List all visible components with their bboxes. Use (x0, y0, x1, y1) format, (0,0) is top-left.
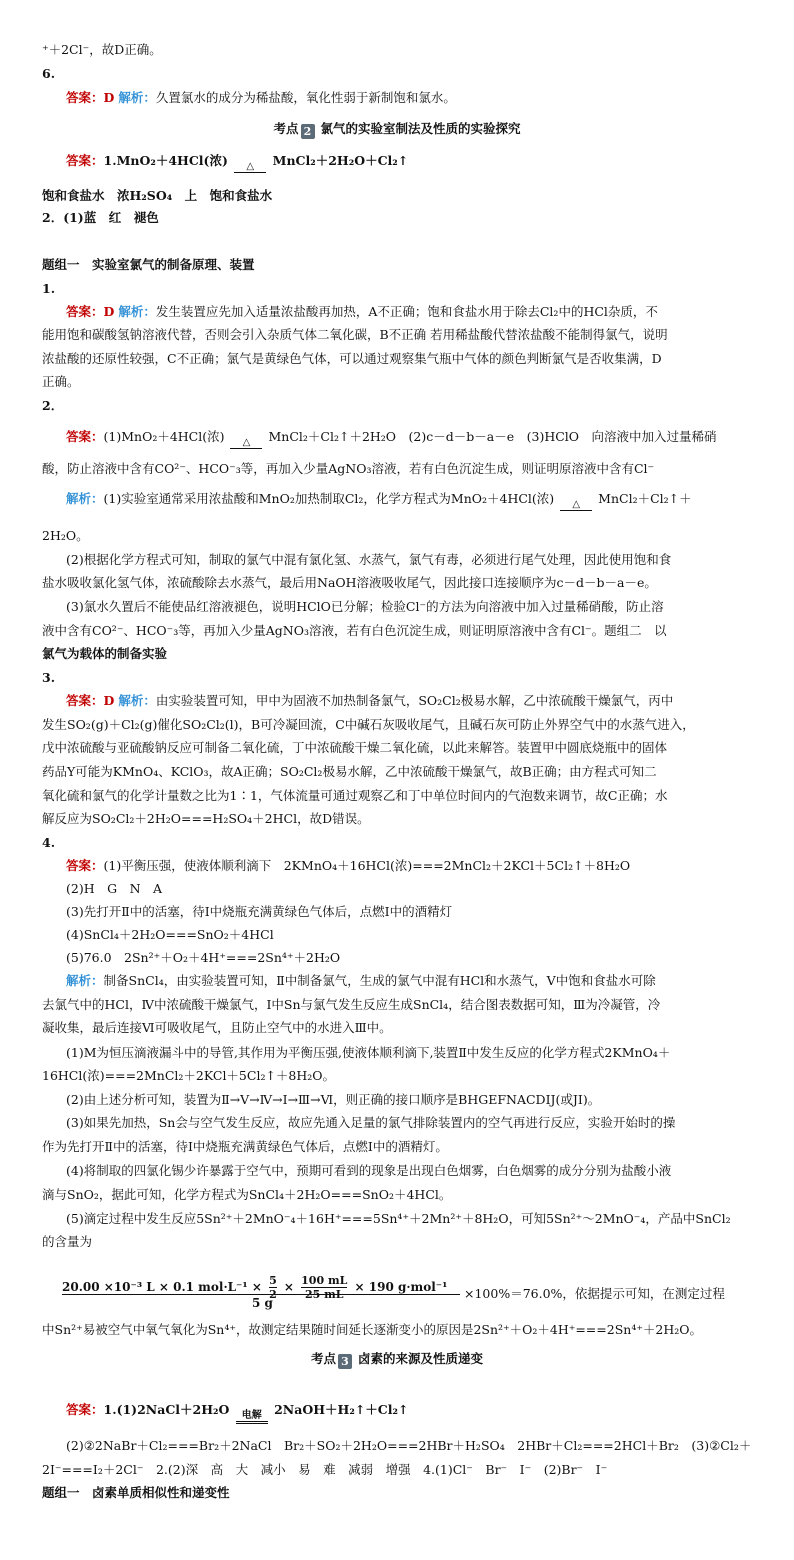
text-line: 解反应为SO₂Cl₂＋2H₂O===H₂SO₄＋2HCl，故D错误。 (42, 811, 370, 826)
question-number: 4. (42, 835, 56, 850)
text-line: 作为先打开Ⅱ中的活塞，待Ⅰ中烧瓶充满黄绿色气体后，点燃Ⅰ中的酒精灯。 (42, 1139, 448, 1154)
text-line: (4)SnCl₄＋2H₂O===SnO₂＋4HCl (66, 927, 274, 942)
fraction-bar (62, 1294, 460, 1295)
text-line: 2H₂O。 (42, 528, 89, 543)
electrolysis-condition: 电解 (241, 1410, 262, 1421)
text-line: 发生SO₂(g)＋Cl₂(g)催化SO₂Cl₂(l)，B可冷凝回流，C中碱石灰吸收尾气，且碱石灰可防止外界空气中的水蒸气进入， (42, 717, 695, 732)
numerator-part: × 190 g·mol⁻¹ (354, 1280, 448, 1294)
equation-right: MnCl₂＋2H₂O＋Cl₂↑ (272, 153, 409, 168)
group-heading: 题组一 卤素单质相似性和递变性 (42, 1485, 230, 1500)
inline-fraction-num: 100 mL (301, 1274, 348, 1287)
text-line: (3)氯水久置后不能使品红溶液褪色，说明HClO已分解；检验Cl⁻的方法为向溶液中加入过量稀硝酸，防止溶 (66, 599, 664, 614)
text-line: 盐水吸收氯化氢气体，浓硫酸除去水蒸气，最后用NaOH溶液吸收尾气，因此接口连接顺序为c－d－b－a－e。 (42, 575, 657, 590)
inline-fraction-num: 5 (269, 1274, 277, 1287)
inline-fraction (301, 1274, 347, 1301)
answer-label: 答案：D (66, 693, 115, 708)
text-line: (2)②2NaBr＋Cl₂===Br₂＋2NaCl Br₂＋SO₂＋2H₂O===2HBr＋H₂SO₄ 2HBr＋Cl₂===2HCl＋Br₂ (3)②Cl₂＋ (66, 1438, 752, 1453)
fraction-denominator: 5 g (252, 1296, 273, 1310)
reaction-arrow (560, 500, 592, 512)
inline-fraction-den: 2 (269, 1288, 277, 1301)
fraction-result: ×100%＝76.0%，依据提示可知，在测定过程 (464, 1286, 725, 1301)
text-line: (1)M为恒压滴液漏斗中的导管,其作用为平衡压强,使液体顺利滴下,装置Ⅱ中发生反应的化学方程式2KMnO₄＋ (66, 1045, 671, 1060)
section-title: 卤素的来源及性质递变 (358, 1351, 484, 1366)
text-line: 去氯气中的HCl，Ⅳ中浓硫酸干燥氯气，Ⅰ中Sn与氯气发生反应生成SnCl₄，结合图表数据可知，Ⅲ为冷凝管，冷 (42, 997, 661, 1012)
analysis-label: 解析： (66, 491, 104, 506)
group-heading: 氯气为载体的制备实验 (42, 646, 168, 661)
text-line: 浓盐酸的还原性较强，C不正确；氯气是黄绿色气体，可以通过观察集气瓶中气体的颜色判断氯气是否收集满，D (42, 351, 662, 366)
text-line: (4)将制取的四氯化锡少许暴露于空气中，预期可看到的现象是出现白色烟雾，白色烟雾的成分分别为盐酸小液 (66, 1163, 672, 1178)
section-prefix: 考点 (310, 1351, 336, 1366)
text-line: 酸，防止溶液中含有CO²⁻、HCO⁻₃等，再加入少量AgNO₃溶液，若有白色沉淀生成，则证明原溶液中含有Cl⁻ (42, 461, 655, 476)
section-heading (42, 1349, 752, 1369)
heat-condition: △ (572, 499, 581, 510)
equation-right: MnCl₂＋Cl₂↑＋ (598, 491, 692, 506)
answer-label: 答案： (66, 858, 104, 873)
analysis-line (66, 486, 752, 512)
section-number-badge: 3 (338, 1354, 352, 1369)
text-line: 2．(1)蓝 红 褪色 (42, 210, 159, 225)
analysis-label: 解析： (118, 90, 156, 105)
group-heading: 题组一 实验室氯气的制备原理、装置 (42, 257, 255, 272)
text-line: 凝收集，最后连接Ⅵ可吸收尾气，且防止空气中的水进入Ⅲ中。 (42, 1020, 392, 1035)
answer-line (66, 856, 752, 876)
inline-fraction-den: 25 mL (301, 1287, 347, 1301)
equation-left: 1.(1)2NaCl＋2H₂O (103, 1402, 230, 1417)
analysis-line (66, 971, 752, 991)
answer-line (66, 691, 752, 711)
section-heading (42, 119, 752, 139)
answer-line (66, 424, 752, 450)
answer-label: 答案： (66, 429, 104, 444)
analysis-text: 由实验装置可知，甲中为固液不加热制备氯气，SO₂Cl₂极易水解，乙中浓硫酸干燥氯气，丙中 (155, 693, 674, 708)
equation-right: MnCl₂＋Cl₂↑＋2H₂O (2)c－d－b－a－e (3)HClO 向溶液中加入过量稀硝 (268, 429, 717, 444)
text-line: 滴与SnO₂，据此可知，化学方程式为SnCl₄＋2H₂O===SnO₂＋4HCl。 (42, 1187, 452, 1202)
text-line: (3)如果先加热，Sn会与空气发生反应，故应先通入足量的氯气排除装置内的空气再进行反应，实验开始时的操 (66, 1115, 676, 1130)
text-line: 饱和食盐水 浓H₂SO₄ 上 饱和食盐水 (42, 188, 273, 203)
text-line: 16HCl(浓)===2MnCl₂＋2KCl＋5Cl₂↑＋8H₂O。 (42, 1068, 336, 1083)
equation-left: (1)MnO₂＋4HCl(浓) (103, 429, 225, 444)
analysis-label: 解析： (66, 973, 104, 988)
question-number: 1. (42, 281, 56, 296)
text-line: ⁺＋2Cl⁻，故D正确。 (42, 42, 162, 57)
analysis-text: 制备SnCl₄，由实验装置可知，Ⅱ中制备氯气，生成的氯气中混有HCl和水蒸气，Ⅴ中饱和食盐水可除 (103, 973, 656, 988)
reaction-arrow (234, 162, 266, 174)
text-line: (2)根据化学方程式可知，制取的氯气中混有氯化氢、水蒸气，氯气有毒，必须进行尾气处理，因此使用饱和食 (66, 552, 672, 567)
section-number-badge: 2 (301, 124, 315, 139)
section-title: 氯气的实验室制法及性质的实验探究 (320, 121, 521, 136)
answer-equation (66, 1396, 752, 1424)
equation-left: (1)实验室通常采用浓盐酸和MnO₂加热制取Cl₂，化学方程式为MnO₂＋4HCl(浓) (103, 491, 555, 506)
heat-condition: △ (246, 161, 255, 172)
numerator-part: 20.00 ×10⁻³ L × 0.1 mol·L⁻¹ × (62, 1280, 262, 1294)
text-line: (2)由上述分析可知，装置为Ⅱ→Ⅴ→Ⅳ→Ⅰ→Ⅲ→Ⅵ，则正确的接口顺序是BHGEFNACDIJ(或JI)。 (66, 1092, 601, 1107)
question-number: 2． (42, 398, 64, 413)
text-line: 中Sn²⁺易被空气中氧气氧化为Sn⁴⁺，故测定结果随时间延长逐渐变小的原因是2Sn²⁺＋O₂＋4H⁺===2Sn⁴⁺＋2H₂O。 (42, 1322, 703, 1337)
text-line: 的含量为 (42, 1234, 93, 1249)
section-prefix: 考点 (273, 121, 299, 136)
answer-label: 答案： (66, 1402, 104, 1417)
analysis-text: 发生装置应先加入适量浓盐酸再加热，A不正确；饱和食盐水用于除去Cl₂中的HCl杂质，不 (155, 304, 658, 319)
text-line: (2)H G N A (66, 881, 163, 896)
text-line: 正确。 (42, 374, 80, 389)
text-line: (5)76.0 2Sn²⁺＋O₂＋4H⁺===2Sn⁴⁺＋2H₂O (66, 950, 341, 965)
answer-label: 答案：D (66, 90, 115, 105)
analysis-text: 久置氯水的成分为稀盐酸，氧化性弱于新制饱和氯水。 (155, 90, 456, 105)
analysis-label: 解析： (118, 304, 156, 319)
question-number: 6. (42, 66, 56, 81)
answer-line (66, 88, 752, 108)
answer-label: 答案： (66, 153, 104, 168)
answer-line (66, 302, 752, 322)
equation-left: 1.MnO₂＋4HCl(浓) (103, 153, 228, 168)
text-line: 氧化硫和氯气的化学计量数之比为1∶1，气体流量可通过观察乙和丁中单位时间内的气泡数来调节，故C正确；水 (42, 788, 668, 803)
text-line: 能用饱和碳酸氢钠溶液代替，否则会引入杂质气体二氧化碳，B不正确 若用稀盐酸代替浓盐酸不能制得氯气，说明 (42, 327, 668, 342)
equation-right: 2NaOH＋H₂↑＋Cl₂↑ (274, 1402, 409, 1417)
answer-equation (66, 148, 752, 174)
times-sign: × (283, 1280, 294, 1294)
text-line: (5)滴定过程中发生反应5Sn²⁺＋2MnO⁻₄＋16H⁺===5Sn⁴⁺＋2Mn²⁺＋8H₂O，可知5Sn²⁺～2MnO⁻₄，产品中SnCl₂ (66, 1211, 731, 1226)
answer-label: 答案：D (66, 304, 115, 319)
answer-text: (1)平衡压强，使液体顺利滴下 2KMnO₄＋16HCl(浓)===2MnCl₂＋2KCl＋5Cl₂↑＋8H₂O (103, 858, 631, 873)
reaction-arrow (230, 438, 262, 450)
text-line: 药品Y可能为KMnO₄、KClO₃，故A正确；SO₂Cl₂极易水解，乙中浓硫酸干燥氯气，故B正确；由方程式可知二 (42, 764, 657, 779)
reaction-arrow (236, 1411, 268, 1424)
question-number: 3. (42, 670, 56, 685)
heat-condition: △ (242, 437, 251, 448)
text-line: 液中含有CO²⁻、HCO⁻₃等，再加入少量AgNO₃溶液，若有白色沉淀生成，则证明原溶液中含有Cl⁻。题组二 以 (42, 623, 667, 638)
text-line: 2I⁻===I₂＋2Cl⁻ 2.(2)深 高 大 减小 易 难 减弱 增强 4.(1)Cl⁻ Br⁻ I⁻ (2)Br⁻ I⁻ (42, 1462, 608, 1477)
text-line: 戊中浓硫酸与亚硫酸钠反应可制备二氧化硫，丁中浓硫酸干燥二氧化硫，以此来解答。装置甲中圆底烧瓶中的固体 (42, 740, 668, 755)
text-line: (3)先打开Ⅱ中的活塞，待Ⅰ中烧瓶充满黄绿色气体后，点燃Ⅰ中的酒精灯 (66, 904, 453, 919)
analysis-label: 解析： (118, 693, 156, 708)
